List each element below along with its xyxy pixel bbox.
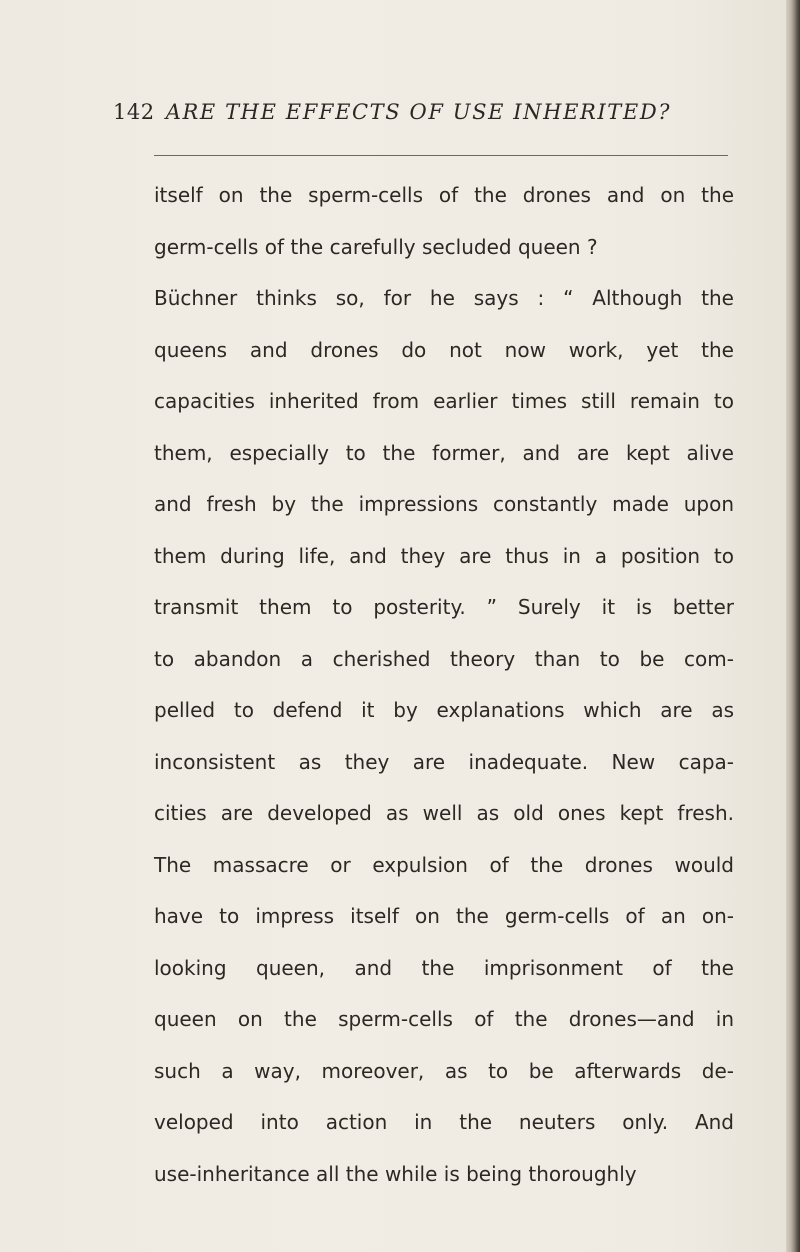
text-line: transmit them to posterity. ” Surely it is better: [154, 595, 734, 619]
text-line: such a way, moreover, as to be afterwards de-: [154, 1058, 734, 1083]
body-text: [154, 170, 734, 1200]
text-line: them during life, and they are thus in a position to: [154, 543, 734, 568]
text-line: use-inheritance all the while is being thoroughly: [154, 1161, 637, 1186]
page-number: 142: [113, 100, 155, 124]
text-line: and fresh by the impressions constantly made upon: [154, 492, 734, 516]
text-line: inconsistent as they are inadequate. New capa-: [154, 749, 734, 774]
text-line: The massacre or expulsion of the drones would: [154, 852, 734, 877]
running-title: ARE THE EFFECTS OF USE INHERITED?: [165, 100, 672, 124]
header-rule: [154, 155, 728, 156]
running-head: [113, 100, 733, 140]
text-line: germ-cells of the carefully secluded queen ?: [154, 234, 598, 259]
text-line: cities are developed as well as old ones kept fresh.: [154, 801, 734, 825]
text-line: looking queen, and the imprisonment of the: [154, 955, 734, 980]
text-line: itself on the sperm-cells of the drones and on the: [154, 183, 734, 207]
text-line: queen on the sperm-cells of the drones—and in: [154, 1007, 734, 1031]
text-line: have to impress itself on the germ-cells of an on-: [154, 904, 734, 928]
text-line: pelled to defend it by explanations which are as: [154, 698, 734, 722]
text-line: capacities inherited from earlier times still remain to: [154, 389, 734, 413]
text-line: to abandon a cherished theory than to be com-: [154, 646, 734, 671]
text-line: them, especially to the former, and are kept alive: [154, 440, 734, 465]
page-edge-shadow: [786, 0, 800, 1252]
text-line: queens and drones do not now work, yet the: [154, 337, 734, 362]
text-line: Büchner thinks so, for he says : “ Although the: [154, 286, 734, 310]
text-line: veloped into action in the neuters only. And: [154, 1110, 734, 1134]
